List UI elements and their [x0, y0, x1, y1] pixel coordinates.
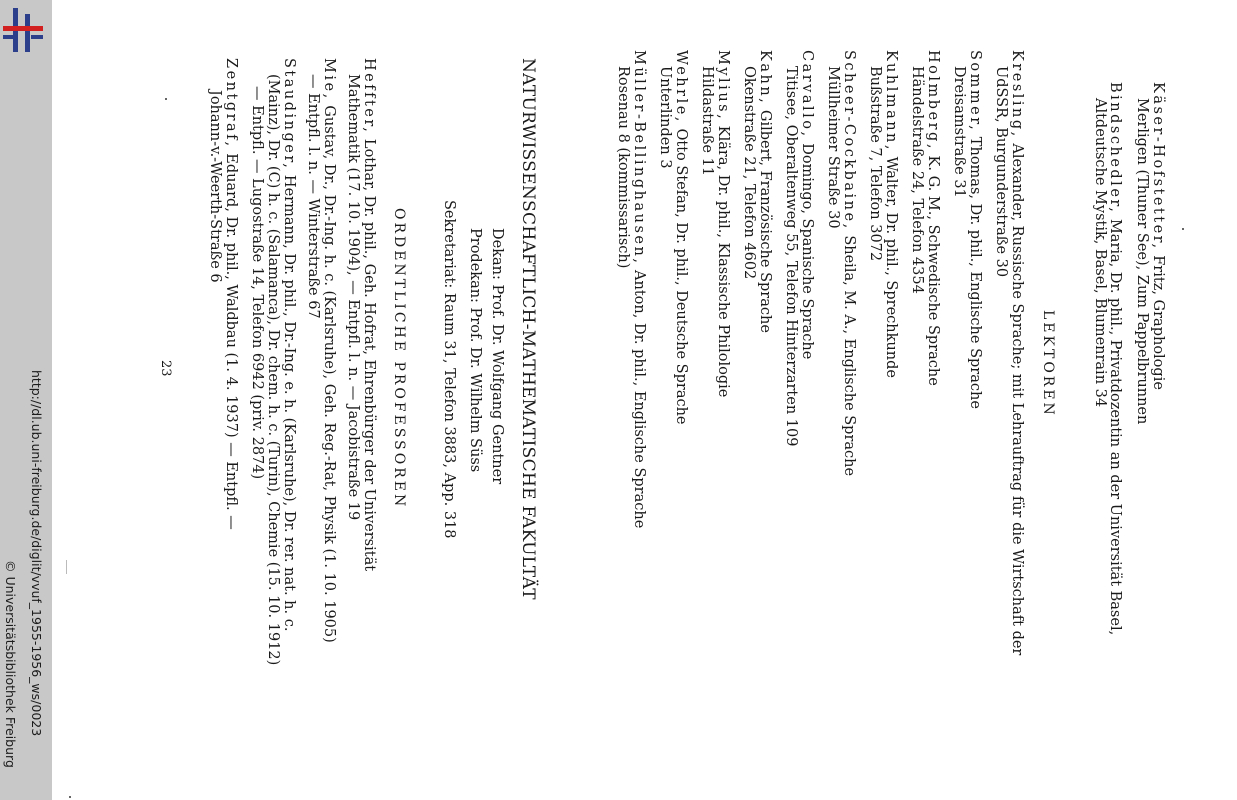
prodekan-line: Prodekan: Prof. Dr. Wilhelm Süss — [467, 228, 483, 473]
entry-details: Thomas, Dr. phil., Englische Sprache — [967, 132, 983, 409]
entry-line: (Mainz), Dr. (C) h. c. (Salamanca), Dr. chem. h. c. (Turin), Chemie (15. 10. 1912) — [265, 74, 281, 666]
entry-details: Klära, Dr. phil., Klassische Philologie — [715, 121, 731, 398]
person-name: Kuhlmann, — [883, 50, 899, 153]
entry-details: Hermann, Dr. phil., Dr.-Ing. e. h. (Karlsruhe), Dr. rer. nat. h. c. — [281, 170, 297, 632]
person-name: Sommer, — [967, 50, 983, 133]
entry-line: — Entpfl. l. n. — Winterstraße 67 — [305, 74, 321, 319]
entry-details: Sheila, M. A., Englische Sprache — [841, 230, 857, 477]
entry-line: Müllheimer Straße 30 — [825, 66, 841, 229]
scan-mark — [165, 98, 167, 100]
entry-details: Gilbert, Französische Sprache — [757, 105, 773, 333]
entry-line: UdSSR, Burgunderstraße 30 — [993, 66, 1009, 278]
viewer-sidebar — [0, 0, 52, 800]
entry-details: Eduard, Dr. phil., Waldbau (1. 4. 1937) — Entpfl. — — [223, 148, 239, 530]
entry-details: Alexander, Russische Sprache; mit Lehrauftrag für die Wirtschaft der — [1009, 138, 1025, 656]
person-name: Carvallo, — [799, 50, 815, 139]
scan-mark — [66, 560, 67, 574]
scan-mark — [69, 796, 71, 798]
entry-line: Altdeutsche Mystik, Basel, Blumenrain 34 — [1092, 98, 1108, 408]
entry-line — [1108, 82, 1123, 635]
entry-line — [758, 50, 773, 333]
person-name: Staudinger, — [281, 58, 297, 171]
entry-details: K. G. M., Schwedische Sprache — [925, 150, 941, 386]
entry-line — [800, 50, 815, 359]
entry-details: Otto Stefan, Dr. phil., Deutsche Sprache — [673, 123, 689, 425]
entry-line: Hildastraße 11 — [699, 66, 715, 177]
source-url-link[interactable]: http://dl.ub.uni-freiburg.de/diglit/vvuf_1955-1956_ws/0023 — [29, 370, 44, 737]
entry-line: Unterlinden 3 — [657, 66, 673, 169]
person-name: Wehrle, — [673, 50, 689, 124]
person-name: Holmberg, — [925, 50, 941, 151]
entry-line: Mathematik (17. 10. 1904), — Entpfl. l. n. — Jacobistraße 19 — [345, 74, 361, 521]
entry-line — [1010, 50, 1025, 655]
section-heading-lektoren: LEKTOREN — [1040, 310, 1056, 418]
entry-line — [716, 50, 731, 397]
entry-line: Okenstraße 21, Telefon 4602 — [741, 66, 757, 280]
entry-line — [632, 50, 647, 528]
entry-line: Rosenau 8 (kommissarisch) — [615, 66, 631, 269]
person-name: Mie, — [321, 58, 337, 101]
entry-line: Johann-v.-Weerth-Straße 6 — [207, 90, 223, 283]
scan-mark — [1182, 228, 1184, 230]
entry-line — [322, 58, 337, 643]
person-name: Müller-Bellinghausen, — [631, 50, 647, 266]
entry-line — [926, 50, 941, 386]
entry-line — [362, 58, 377, 571]
entry-line: — Entpfl. — Lugostraße 14, Telefon 6942 (priv. 2874) — [249, 86, 265, 480]
entry-line: Bußstraße 7, Telefon 3072 — [867, 66, 883, 262]
entry-details: Gustav, Dr., Dr.-Ing. h. c. (Karlsruhe), Geh. Reg.-Rat, Physik (1. 10. 1905) — [321, 100, 337, 643]
entry-line — [1151, 82, 1166, 390]
person-name: Kresling, — [1009, 50, 1025, 139]
section-heading-professoren: ORDENTLICHE PROFESSOREN — [391, 208, 407, 510]
scanned-document-page — [52, 0, 1237, 800]
copyright-notice: © Universitätsbibliothek Freiburg — [3, 560, 18, 768]
entry-line — [842, 50, 857, 476]
person-name: Mylius, — [715, 50, 731, 122]
dekan-line: Dekan: Prof. Dr. Wolfgang Gentner — [489, 228, 505, 485]
entry-line — [224, 58, 239, 530]
sekretariat-line: Sekretariat: Raum 31, Telefon 3883, App. 318 — [441, 200, 457, 539]
entry-line — [884, 50, 899, 378]
faculty-title: NATURWISSENSCHAFTLICH-MATHEMATISCHE FAKULTÄT — [518, 58, 538, 600]
entry-details: Lothar, Dr. phil., Geh. Hofrat, Ehrenbürger der Universität — [361, 134, 377, 572]
entry-line: Merligen (Thuner See), Zum Pappelbrunnen — [1134, 98, 1150, 425]
person-name: Heffter, — [361, 58, 377, 135]
person-name: Kahn, — [757, 50, 773, 106]
person-name: Bindschedler, — [1107, 82, 1123, 215]
entry-details: Fritz, Graphologie — [1150, 250, 1166, 390]
entry-line — [282, 58, 297, 631]
entry-line — [968, 50, 983, 409]
entry-line: Händelstraße 24, Telefon 4354 — [909, 66, 925, 294]
entry-details: Anton, Dr. phil., Englische Sprache — [631, 265, 647, 529]
entry-details: Maria, Dr. phil., Privatdozentin an der Universität Basel, — [1107, 214, 1123, 636]
entry-line: Titisee, Oberaltenweg 55, Telefon Hinterzarten 109 — [783, 66, 799, 447]
entry-line — [674, 50, 689, 425]
entry-details: Walter, Dr. phil., Sprechkunde — [883, 152, 899, 378]
person-name: Zentgraf, — [223, 58, 239, 149]
person-name: Käser-Hofstetter, — [1150, 82, 1166, 251]
entry-details: Domingo, Spanische Sprache — [799, 138, 815, 360]
person-name: Scheer-Cockbaine, — [841, 50, 857, 231]
university-library-logo — [3, 8, 43, 52]
page-number: 23 — [158, 360, 173, 377]
entry-line: Dreisamstraße 31 — [951, 66, 967, 198]
